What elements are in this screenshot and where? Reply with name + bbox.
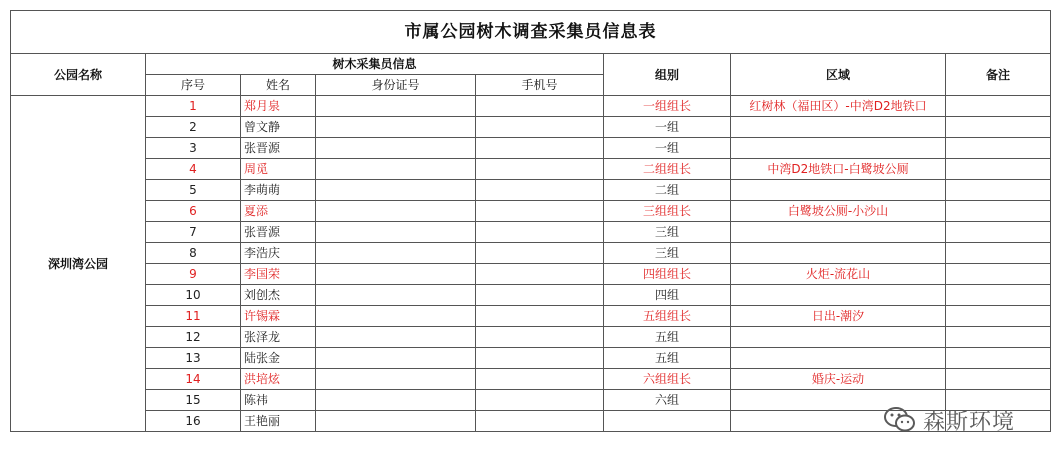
table-row [11, 348, 1051, 369]
cell-seq: 1 [146, 96, 241, 117]
cell-name: 李萌萌 [241, 180, 316, 201]
cell-remarks [946, 369, 1051, 390]
cell-id-card [316, 96, 476, 117]
cell-remarks [946, 306, 1051, 327]
cell-group: 五组 [604, 348, 731, 369]
table-row [11, 159, 1051, 180]
cell-region: 火炬-流花山 [731, 264, 946, 285]
table-row [11, 138, 1051, 159]
cell-seq: 14 [146, 369, 241, 390]
cell-remarks [946, 243, 1051, 264]
cell-seq: 15 [146, 390, 241, 411]
header-collector-info: 树木采集员信息 [146, 54, 604, 75]
cell-id-card [316, 369, 476, 390]
cell-seq: 5 [146, 180, 241, 201]
cell-name: 刘创杰 [241, 285, 316, 306]
cell-group: 一组组长 [604, 96, 731, 117]
cell-phone [476, 264, 604, 285]
header-region: 区域 [731, 54, 946, 96]
sheet [10, 10, 1060, 459]
cell-region: 日出-潮汐 [731, 306, 946, 327]
cell-remarks [946, 96, 1051, 117]
cell-id-card [316, 138, 476, 159]
table-row [11, 285, 1051, 306]
cell-name: 李浩庆 [241, 243, 316, 264]
cell-id-card [316, 159, 476, 180]
header-id-card: 身份证号 [316, 75, 476, 96]
cell-phone [476, 348, 604, 369]
table-row [11, 222, 1051, 243]
cell-id-card [316, 285, 476, 306]
cell-id-card [316, 306, 476, 327]
cell-seq: 9 [146, 264, 241, 285]
cell-phone [476, 180, 604, 201]
cell-region [731, 243, 946, 264]
cell-id-card [316, 348, 476, 369]
cell-id-card [316, 201, 476, 222]
cell-remarks [946, 117, 1051, 138]
cell-seq: 13 [146, 348, 241, 369]
cell-region: 白鹭坡公厕-小沙山 [731, 201, 946, 222]
cell-name: 陈祎 [241, 390, 316, 411]
cell-group: 一组 [604, 117, 731, 138]
cell-remarks [946, 138, 1051, 159]
table-title: 市属公园树木调查采集员信息表 [11, 11, 1051, 54]
cell-group: 六组组长 [604, 369, 731, 390]
cell-region [731, 138, 946, 159]
table-row [11, 180, 1051, 201]
table-row [11, 306, 1051, 327]
cell-name: 王艳丽 [241, 411, 316, 432]
cell-group: 四组组长 [604, 264, 731, 285]
cell-region: 红树林（福田区）-中湾D2地铁口 [731, 96, 946, 117]
cell-name: 张泽龙 [241, 327, 316, 348]
collector-table [10, 10, 1051, 432]
cell-group: 一组 [604, 138, 731, 159]
cell-name: 李国荣 [241, 264, 316, 285]
cell-region [731, 327, 946, 348]
cell-remarks [946, 348, 1051, 369]
header-park-name: 公园名称 [11, 54, 146, 96]
cell-group: 三组 [604, 243, 731, 264]
cell-id-card [316, 180, 476, 201]
cell-region [731, 348, 946, 369]
cell-seq: 10 [146, 285, 241, 306]
cell-remarks [946, 264, 1051, 285]
cell-group: 二组组长 [604, 159, 731, 180]
cell-id-card [316, 222, 476, 243]
cell-phone [476, 327, 604, 348]
cell-region [731, 117, 946, 138]
table-row [11, 327, 1051, 348]
cell-remarks [946, 201, 1051, 222]
cell-phone [476, 222, 604, 243]
cell-seq: 11 [146, 306, 241, 327]
cell-name: 夏添 [241, 201, 316, 222]
cell-remarks [946, 222, 1051, 243]
cell-seq: 12 [146, 327, 241, 348]
cell-phone [476, 369, 604, 390]
cell-id-card [316, 243, 476, 264]
cell-name: 洪培炫 [241, 369, 316, 390]
cell-remarks [946, 327, 1051, 348]
park-name-cell: 深圳湾公园 [11, 96, 146, 432]
header-remarks: 备注 [946, 54, 1051, 96]
cell-seq: 8 [146, 243, 241, 264]
cell-seq: 3 [146, 138, 241, 159]
cell-name: 周觅 [241, 159, 316, 180]
cell-group: 四组 [604, 285, 731, 306]
table-row [11, 96, 1051, 117]
cell-group: 五组组长 [604, 306, 731, 327]
cell-seq: 2 [146, 117, 241, 138]
cell-phone [476, 117, 604, 138]
cell-name: 陆张金 [241, 348, 316, 369]
cell-remarks [946, 285, 1051, 306]
cell-name: 张晋源 [241, 138, 316, 159]
cell-id-card [316, 327, 476, 348]
watermark [883, 402, 1015, 438]
cell-phone [476, 243, 604, 264]
header-seq: 序号 [146, 75, 241, 96]
header-name: 姓名 [241, 75, 316, 96]
cell-group [604, 411, 731, 432]
cell-region: 婚庆-运动 [731, 369, 946, 390]
cell-seq: 7 [146, 222, 241, 243]
cell-remarks [946, 159, 1051, 180]
cell-group: 二组 [604, 180, 731, 201]
cell-phone [476, 201, 604, 222]
cell-region: 中湾D2地铁口-白鹭坡公厕 [731, 159, 946, 180]
cell-phone [476, 285, 604, 306]
cell-region [731, 285, 946, 306]
cell-name: 许锡霖 [241, 306, 316, 327]
cell-phone [476, 306, 604, 327]
cell-group: 三组 [604, 222, 731, 243]
cell-id-card [316, 411, 476, 432]
cell-id-card [316, 390, 476, 411]
cell-seq: 4 [146, 159, 241, 180]
table-row [11, 243, 1051, 264]
cell-phone [476, 411, 604, 432]
wechat-icon [883, 406, 917, 434]
cell-phone [476, 159, 604, 180]
cell-name: 郑月泉 [241, 96, 316, 117]
table-row [11, 117, 1051, 138]
watermark-text: 森斯环境 [923, 409, 1016, 435]
cell-id-card [316, 264, 476, 285]
cell-name: 曾文静 [241, 117, 316, 138]
cell-region [731, 222, 946, 243]
cell-phone [476, 138, 604, 159]
cell-phone [476, 96, 604, 117]
cell-group: 三组组长 [604, 201, 731, 222]
cell-seq: 16 [146, 411, 241, 432]
header-group: 组别 [604, 54, 731, 96]
table-row [11, 201, 1051, 222]
cell-seq: 6 [146, 201, 241, 222]
header-phone: 手机号 [476, 75, 604, 96]
cell-region [731, 180, 946, 201]
cell-id-card [316, 117, 476, 138]
table-row [11, 264, 1051, 285]
table-row [11, 369, 1051, 390]
cell-group: 六组 [604, 390, 731, 411]
cell-remarks [946, 180, 1051, 201]
cell-name: 张晋源 [241, 222, 316, 243]
cell-phone [476, 390, 604, 411]
cell-group: 五组 [604, 327, 731, 348]
